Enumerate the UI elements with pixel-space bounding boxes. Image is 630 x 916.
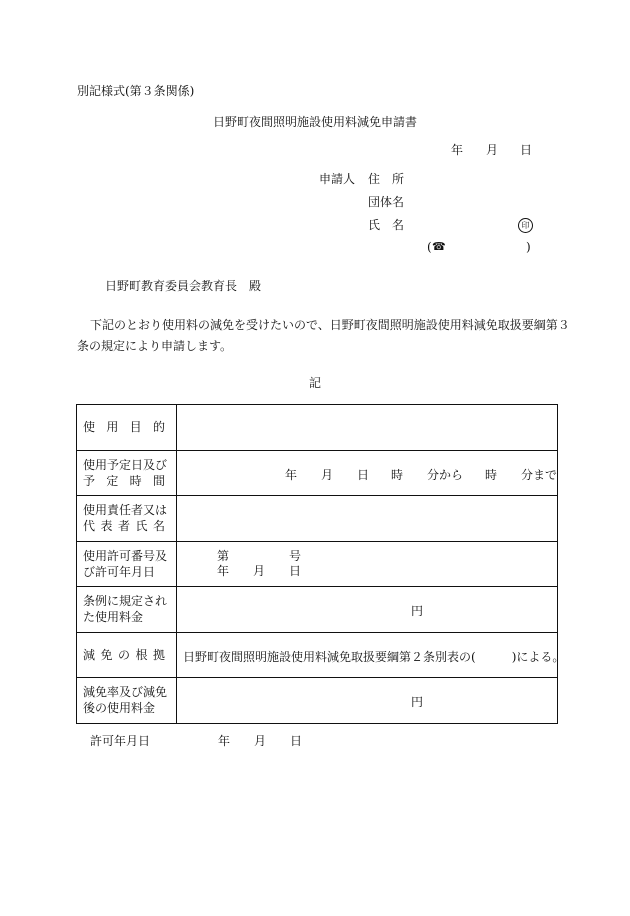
reduced-fee-label-line2: 後の使用料金 — [83, 701, 156, 716]
seal-mark: 印 — [518, 218, 533, 233]
purpose-field[interactable] — [177, 405, 558, 451]
date-year: 年 — [451, 143, 464, 157]
schedule-hour-from: 時 — [391, 467, 404, 482]
label-char: 間 — [152, 473, 165, 488]
label-char: 者 — [117, 519, 130, 534]
permit-number-prefix: 第 — [217, 548, 230, 563]
label-char: 的 — [152, 420, 165, 435]
label-char: 定 — [106, 473, 119, 488]
row-permit — [77, 541, 558, 587]
label-char: 予 — [83, 473, 96, 488]
label-char: 代 — [83, 519, 96, 534]
row-basis — [77, 632, 558, 678]
row-schedule — [77, 450, 558, 496]
responsible-label-line1: 使用責任者又は — [83, 503, 168, 518]
date-day: 日 — [520, 143, 533, 157]
responsible-label — [77, 496, 177, 542]
fee-label-line2: た使用料金 — [83, 610, 144, 625]
row-purpose — [77, 405, 558, 451]
fee-yen-unit: 円 — [411, 604, 424, 618]
permit-date-year: 年 — [218, 734, 231, 748]
permit-day: 日 — [289, 563, 302, 578]
label-char: の — [117, 647, 130, 662]
schedule-day: 日 — [357, 467, 370, 482]
row-responsible — [77, 496, 558, 542]
schedule-month: 月 — [321, 467, 334, 482]
reduced-fee-yen-unit: 円 — [411, 695, 424, 709]
label-char: 用 — [106, 420, 119, 435]
address-label: 住 所 — [368, 172, 405, 186]
phone-close-paren: ) — [526, 240, 531, 254]
phone-icon: ☎ — [432, 240, 446, 253]
permit-label-line1: 使用許可番号及 — [83, 548, 168, 563]
permit-field[interactable] — [177, 541, 558, 587]
fee-label-line1: 条例に規定され — [83, 594, 168, 609]
basis-text — [183, 648, 564, 665]
addressee: 日野町教育委員会教育長 殿 — [105, 279, 262, 293]
schedule-label — [77, 450, 177, 496]
record-mark: 記 — [308, 376, 321, 390]
body-text-line1: 下記のとおり使用料の減免を受けたいので、日野町夜間照明施設使用料減免取扱要綱第３ — [90, 318, 570, 332]
label-char: 拠 — [152, 647, 165, 662]
responsible-field[interactable] — [177, 496, 558, 542]
reduced-fee-label-line1: 減免率及び減免 — [83, 685, 168, 700]
row-fee — [77, 587, 558, 633]
schedule-label-line1: 使用予定日及び — [83, 457, 168, 472]
name-label: 氏 名 — [368, 218, 405, 232]
label-char: 目 — [129, 420, 142, 435]
label-char: 使 — [83, 420, 96, 435]
row-reduced-fee — [77, 678, 558, 724]
application-table — [76, 404, 565, 724]
label-char: 免 — [100, 647, 113, 662]
schedule-minute-from: 分から — [427, 467, 464, 482]
label-char: 氏 — [135, 519, 148, 534]
schedule-hour-to: 時 — [485, 467, 498, 482]
organization-label: 団体名 — [368, 195, 405, 209]
basis-text-before: 日野町夜間照明施設使用料減免取扱要綱第２条別表の( — [183, 649, 476, 664]
permit-year: 年 — [217, 563, 230, 578]
basis-label — [77, 632, 177, 678]
label-char: 表 — [100, 519, 113, 534]
body-text-line2: 条の規定により申請します。 — [77, 339, 233, 353]
schedule-field[interactable] — [177, 450, 558, 496]
reduced-fee-field[interactable] — [177, 678, 558, 724]
applicant-label: 申請人 — [319, 172, 356, 186]
label-char: 減 — [83, 647, 96, 662]
permit-date-month: 月 — [254, 734, 267, 748]
form-reference: 別記様式(第３条関係) — [77, 84, 195, 98]
label-char: 時 — [129, 473, 142, 488]
label-char: 根 — [135, 647, 148, 662]
permit-month: 月 — [253, 563, 266, 578]
phone-open-paren: ( — [427, 240, 432, 254]
purpose-label — [77, 405, 177, 451]
label-char: 名 — [152, 519, 165, 534]
permit-label-line2: び許可年月日 — [83, 564, 156, 579]
permit-content — [217, 549, 337, 579]
permit-date-label: 許可年月日 — [90, 734, 151, 748]
schedule-year: 年 — [285, 467, 298, 482]
basis-field[interactable] — [177, 632, 565, 678]
permit-number-suffix: 号 — [289, 548, 302, 563]
fee-label — [77, 587, 177, 633]
date-month: 月 — [486, 143, 499, 157]
reduced-fee-label — [77, 678, 177, 724]
basis-text-after: )による。 — [511, 649, 565, 664]
fee-field[interactable] — [177, 587, 558, 633]
form-title: 日野町夜間照明施設使用料減免申請書 — [212, 115, 417, 129]
schedule-minute-to: 分まで — [521, 467, 558, 482]
permit-label — [77, 541, 177, 587]
permit-date-day: 日 — [290, 734, 303, 748]
